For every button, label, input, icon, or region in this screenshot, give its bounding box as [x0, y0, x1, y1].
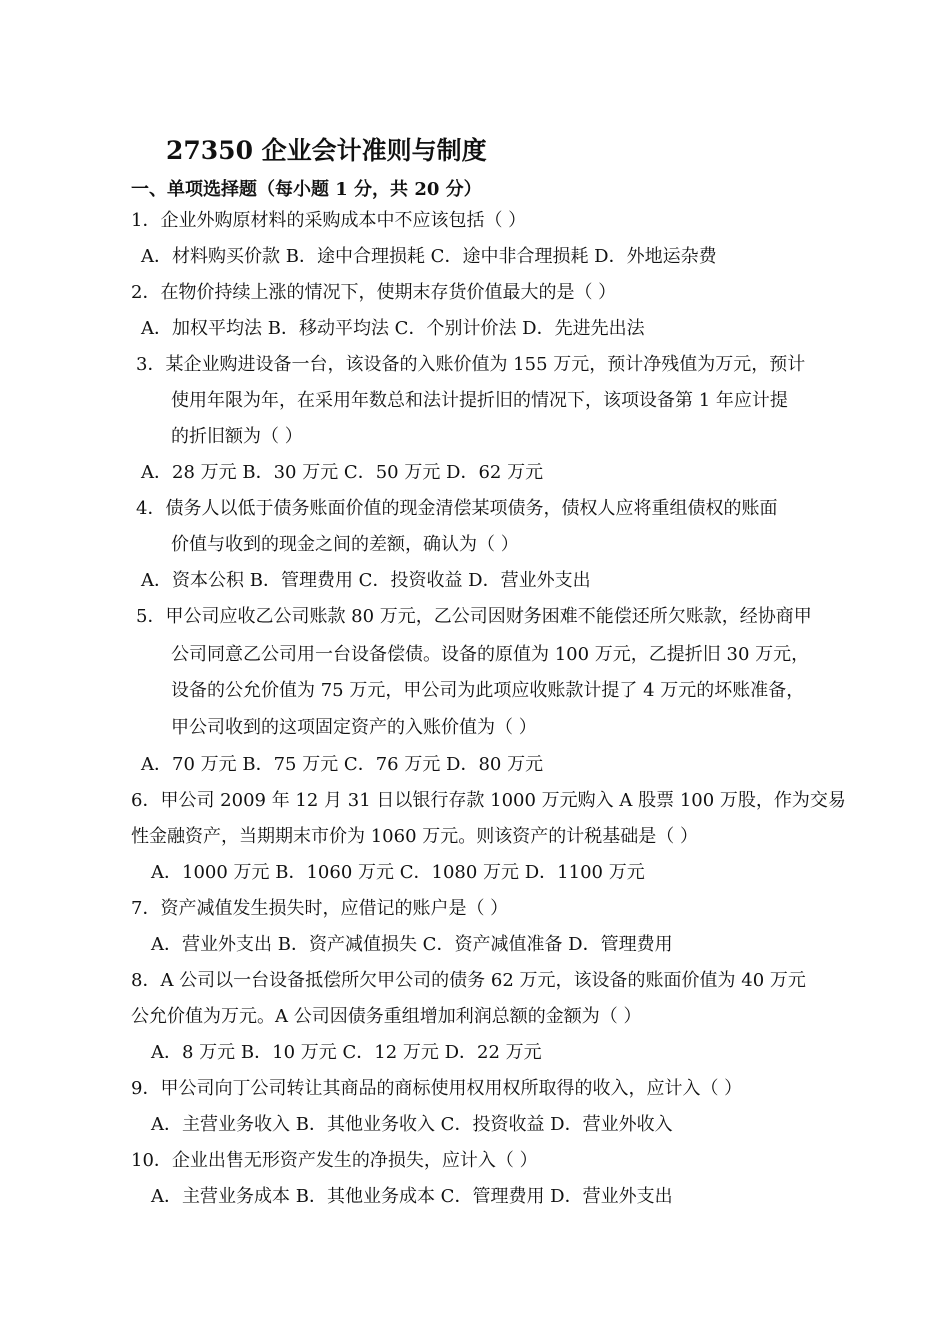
question-3-cont-1: 使用年限为年，在采用年数总和法计提折旧的情况下，该项设备第 1 年应计提: [171, 390, 788, 411]
question-6-cont: 性金融资产，当期期末市价为 1060 万元。则该资产的计税基础是（ ）: [131, 826, 698, 847]
question-1-options: A．材料购买价款 B．途中合理损耗 C．途中非合理损耗 D．外地运杂费: [141, 246, 717, 267]
question-7-options: A．营业外支出 B．资产减值损失 C．资产减值准备 D．管理费用: [151, 934, 673, 955]
question-2-options: A．加权平均法 B．移动平均法 C．个别计价法 D．先进先出法: [141, 318, 645, 339]
question-7: 7．资产减值发生损失时，应借记的账户是（ ）: [131, 898, 509, 919]
question-9: 9．甲公司向丁公司转让其商品的商标使用权用权所取得的收入，应计入（ ）: [131, 1078, 743, 1099]
question-5-options: A．70 万元 B．75 万元 C．76 万元 D．80 万元: [141, 754, 544, 775]
question-8-options: A．8 万元 B．10 万元 C．12 万元 D．22 万元: [151, 1042, 542, 1063]
question-10: 10．企业出售无形资产发生的净损失，应计入（ ）: [131, 1150, 538, 1171]
question-4: 4．债务人以低于债务账面价值的现金清偿某项债务，债权人应将重组债权的账面: [136, 498, 778, 519]
question-3-cont-2: 的折旧额为（ ）: [171, 426, 303, 447]
question-2: 2．在物价持续上涨的情况下，使期末存货价值最大的是（ ）: [131, 282, 617, 303]
question-10-options: A．主营业务成本 B．其他业务成本 C．管理费用 D．营业外支出: [151, 1186, 673, 1207]
question-4-options: A．资本公积 B．管理费用 C．投资收益 D．营业外支出: [141, 570, 591, 591]
document-title: 27350 企业会计准则与制度: [166, 136, 487, 165]
question-5-cont-3: 甲公司收到的这项固定资产的入账价值为（ ）: [171, 717, 537, 738]
question-8-cont: 公允价值为万元。A 公司因债务重组增加利润总额的金额为（ ）: [131, 1006, 642, 1027]
question-5-cont-2: 设备的公允价值为 75 万元，甲公司为此项应收账款计提了 4 万元的坏账准备，: [171, 680, 805, 701]
question-3: 3．某企业购进设备一台，该设备的入账价值为 155 万元，预计净残值为万元，预计: [136, 354, 806, 375]
section-heading: 一、单项选择题（每小题 1 分，共 20 分）: [131, 179, 482, 200]
question-9-options: A．主营业务收入 B．其他业务收入 C．投资收益 D．营业外收入: [151, 1114, 673, 1135]
question-8: 8．A 公司以一台设备抵偿所欠甲公司的债务 62 万元，该设备的账面价值为 40 万元: [131, 970, 806, 991]
question-4-cont: 价值与收到的现金之间的差额，确认为（ ）: [171, 534, 519, 555]
question-1: 1．企业外购原材料的采购成本中不应该包括（ ）: [131, 210, 527, 231]
question-5-cont-1: 公司同意乙公司用一台设备偿债。设备的原值为 100 万元，乙提折旧 30 万元，: [171, 644, 810, 665]
question-5: 5．甲公司应收乙公司账款 80 万元，乙公司因财务困难不能偿还所欠账款，经协商甲: [136, 606, 812, 627]
question-6: 6．甲公司 2009 年 12 月 31 日以银行存款 1000 万元购入 A 股票 100 万股，作为交易: [131, 790, 846, 811]
question-3-options: A．28 万元 B．30 万元 C．50 万元 D．62 万元: [141, 462, 544, 483]
question-6-options: A．1000 万元 B．1060 万元 C．1080 万元 D．1100 万元: [151, 862, 645, 883]
